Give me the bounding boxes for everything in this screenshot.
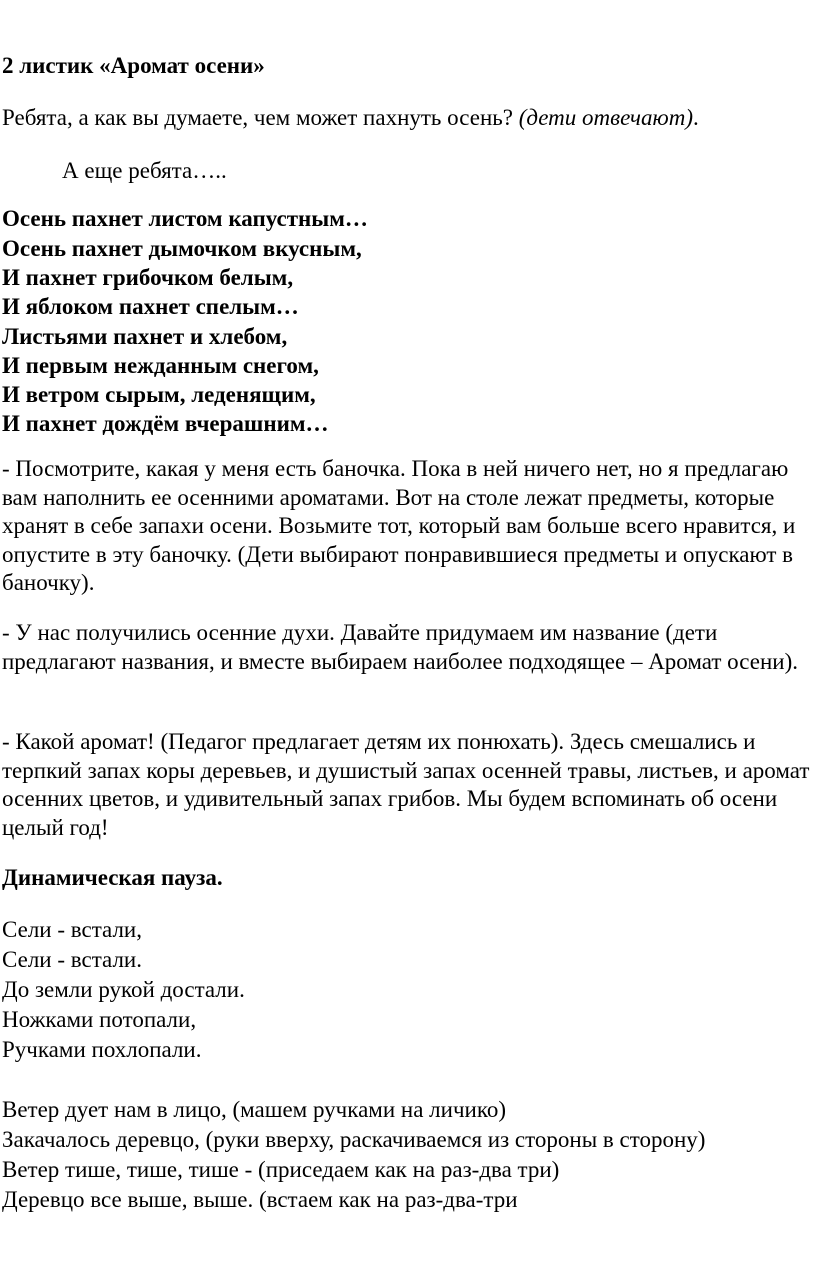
intro-note: (дети отвечают)	[518, 105, 693, 130]
wind-line: Закачалось деревцо, (руки вверху, раскачиваемся из стороны в сторону)	[2, 1127, 706, 1152]
intro-dot: .	[693, 105, 699, 130]
wind-line: Ветер дует нам в лицо, (машем ручками на личико)	[2, 1097, 506, 1122]
poem-line: И пахнет грибочком белым,	[2, 265, 294, 290]
pause-title: Динамическая пауза.	[2, 865, 223, 890]
lead-line: А еще ребята…..	[62, 158, 227, 183]
wind-line: Ветер тише, тише, тише - (приседаем как на раз-два три)	[2, 1157, 560, 1182]
poem-line: Осень пахнет листом капустным…	[2, 206, 368, 231]
poem-line: И яблоком пахнет спелым…	[2, 294, 299, 319]
wind-line: Деревцо все выше, выше. (встаем как на раз-два-три	[2, 1187, 518, 1212]
poem-line: И пахнет дождём вчерашним…	[2, 411, 329, 436]
pause-line: Сели - встали,	[2, 917, 142, 942]
intro-question-text: Ребята, а как вы думаете, чем может пахнуть осень?	[2, 105, 519, 130]
section-heading: 2 листик «Аромат осени»	[2, 53, 265, 78]
poem-line: И ветром сырым, леденящим,	[2, 382, 316, 407]
paragraph-jar: - Посмотрите, какая у меня есть баночка. Пока в ней ничего нет, но я предлагаю вам наполнить ее осенними ароматами. Вот на столе лежат предметы, которые хранят в себе запахи осени. Возьмите тот, который вам больше всего нравится, и опустите в эту баночку. (Дети выбирают понравившиеся предметы и опускают в баночку).	[2, 456, 796, 596]
pause-line: Сели - встали.	[2, 947, 142, 972]
paragraph-perfume: - У нас получились осенние духи. Давайте придумаем им название (дети предлагают названия, и вместе выбираем наиболее подходящее – Аромат осени).	[2, 620, 798, 674]
paragraph-aroma: - Какой аромат! (Педагог предлагает детям их понюхать). Здесь смешались и терпкий запах коры деревьев, и душистый запах осенней травы, листьев, и аромат осенних цветов, и удивительный запах грибов. Мы будем вспоминать об осени целый год!	[2, 729, 810, 840]
intro-question	[2, 104, 699, 132]
poem-line: Листьями пахнет и хлебом,	[2, 324, 288, 349]
pause-line: Ручками похлопали.	[2, 1037, 202, 1062]
poem-line: И первым нежданным снегом,	[2, 353, 319, 378]
pause-line: Ножками потопали,	[2, 1007, 197, 1032]
poem-line: Осень пахнет дымочком вкусным,	[2, 236, 362, 261]
pause-line: До земли рукой достали.	[2, 977, 245, 1002]
